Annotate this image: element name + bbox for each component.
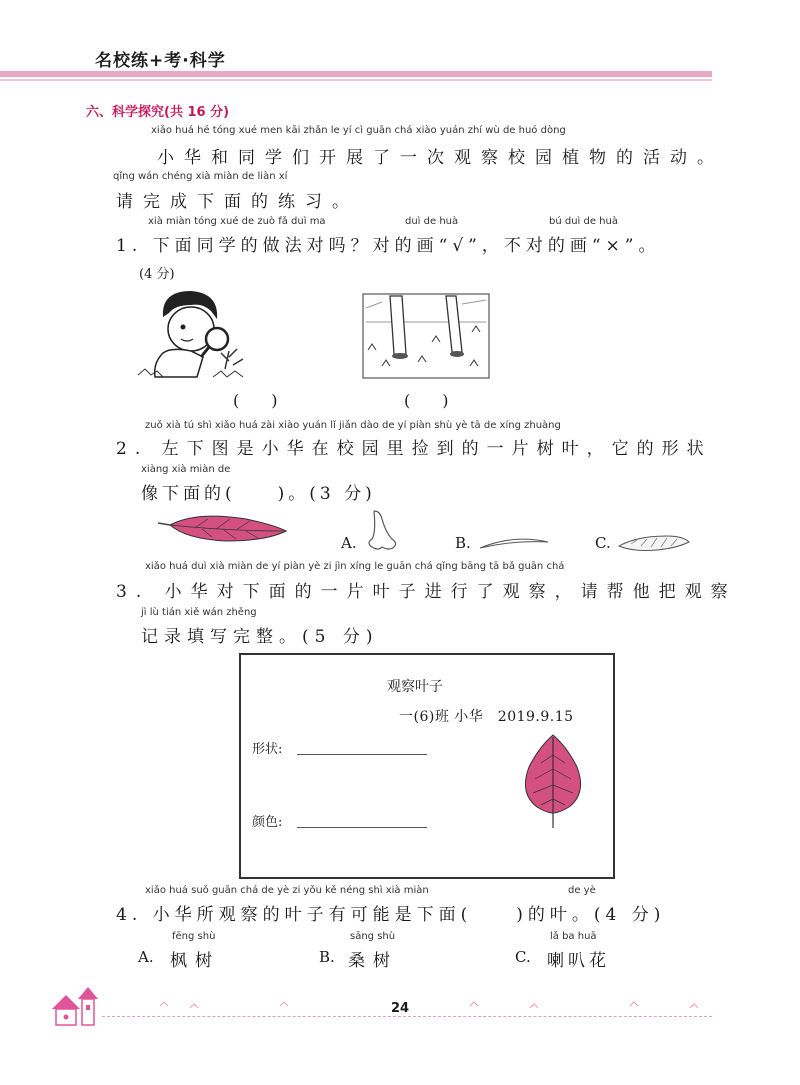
observation-card-info: 一(6)班 小华 2019.9.15 bbox=[399, 709, 574, 725]
q4-option-a-pinyin: fēng shù bbox=[172, 931, 216, 942]
observation-card-title: 观察叶子 bbox=[387, 679, 443, 695]
q3-question-line1: 3. 小华对下面的一片叶子进行了观察，请帮他把观察 bbox=[116, 582, 737, 602]
long-leaf-illustration bbox=[156, 511, 288, 547]
q1-question: 1. 下面同学的做法对吗？对的画“√”，不对的画“×”。 bbox=[116, 236, 661, 256]
q2-option-a[interactable]: A. bbox=[341, 534, 357, 552]
q4-pinyin-a: xiǎo huá suǒ guān chá de yè zi yǒu kě néng shì xià miàn bbox=[145, 885, 429, 896]
q1-pinyin-a: xià miàn tóng xué de zuò fǎ duì ma bbox=[148, 216, 326, 227]
shape-label: 形状: bbox=[252, 742, 283, 757]
q2-pinyin-1: zuǒ xià tú shì xiǎo huá zài xiào yuán lǐ jiǎn dào de yí piàn shù yè tā de xíng zhuàng bbox=[145, 420, 561, 431]
intro-text-2: 请完成下面的练习。 bbox=[116, 192, 359, 212]
section-title: 六、科学探究(共 16 分) bbox=[86, 105, 230, 120]
page-number: 24 bbox=[391, 1001, 410, 1016]
q1-answer-left[interactable]: ( ) bbox=[233, 391, 278, 410]
observation-card bbox=[239, 653, 615, 879]
shape-answer-line[interactable] bbox=[297, 754, 427, 755]
color-label: 颜色: bbox=[252, 815, 283, 830]
house-decoration-icon bbox=[48, 985, 106, 1029]
q2-question-line1: 2. 左下图是小华在校园里捡到的一片树叶，它的形状 bbox=[116, 439, 712, 459]
q4-option-b-letter[interactable]: B. bbox=[319, 948, 335, 966]
q3-question-line2: 记录填写完整。(5 分) bbox=[141, 627, 379, 647]
q1-pinyin-c: bú duì de huà bbox=[549, 216, 618, 227]
footer-hearts-decoration bbox=[150, 996, 710, 1014]
grass-stepping-illustration bbox=[362, 292, 490, 380]
boy-magnifier-illustration bbox=[133, 287, 253, 382]
q2-question-line2: 像下面的( )。(3 分) bbox=[141, 484, 376, 504]
q1-answer-right[interactable]: ( ) bbox=[404, 391, 449, 410]
q4-option-b-pinyin: sāng shù bbox=[350, 931, 396, 942]
q4-option-c-pinyin: lǎ ba huā bbox=[550, 931, 597, 942]
q4-option-a-text: 枫树 bbox=[170, 951, 220, 971]
heart-leaf-illustration bbox=[521, 733, 585, 829]
q2-option-c[interactable]: C. bbox=[595, 534, 611, 552]
intro-pinyin-1: xiǎo huá hé tóng xué men kāi zhǎn le yí cì guān chá xiào yuán zhí wù de huó dòng bbox=[151, 125, 566, 136]
q4-option-c-letter[interactable]: C. bbox=[515, 948, 531, 966]
q3-pinyin-2: jì lù tián xiě wán zhěng bbox=[141, 607, 257, 618]
book-title: 名校练+考·科学 bbox=[95, 51, 226, 71]
q4-option-a-letter[interactable]: A. bbox=[138, 948, 154, 966]
q3-pinyin-1: xiǎo huá duì xià miàn de yí piàn yè zi jìn xíng le guān chá qǐng bāng tā bǎ guān chá bbox=[145, 561, 565, 572]
color-answer-line[interactable] bbox=[297, 827, 427, 828]
footer-dashed-line bbox=[102, 1016, 712, 1017]
crescent-shape-icon bbox=[478, 534, 550, 554]
q2-option-b[interactable]: B. bbox=[455, 534, 471, 552]
q4-option-b-text: 桑树 bbox=[348, 951, 398, 971]
q4-option-c-text: 喇叭花 bbox=[547, 951, 610, 971]
intro-text-1: 小华和同学们开展了一次观察校园植物的活动。 bbox=[157, 148, 724, 168]
q1-score: (4 分) bbox=[139, 267, 175, 282]
header-band-thin bbox=[0, 79, 712, 81]
feather-shape-icon bbox=[617, 530, 691, 554]
q1-pinyin-b: duì de huà bbox=[405, 216, 459, 227]
nose-shape-icon bbox=[362, 509, 404, 553]
q4-pinyin-b: de yè bbox=[568, 885, 596, 896]
header-band bbox=[0, 71, 712, 77]
q2-pinyin-2: xiàng xià miàn de bbox=[141, 464, 231, 475]
intro-pinyin-2: qǐng wán chéng xià miàn de liàn xí bbox=[113, 171, 288, 182]
q4-question: 4. 小华所观察的叶子有可能是下面( )的叶。(4 分) bbox=[116, 905, 666, 925]
